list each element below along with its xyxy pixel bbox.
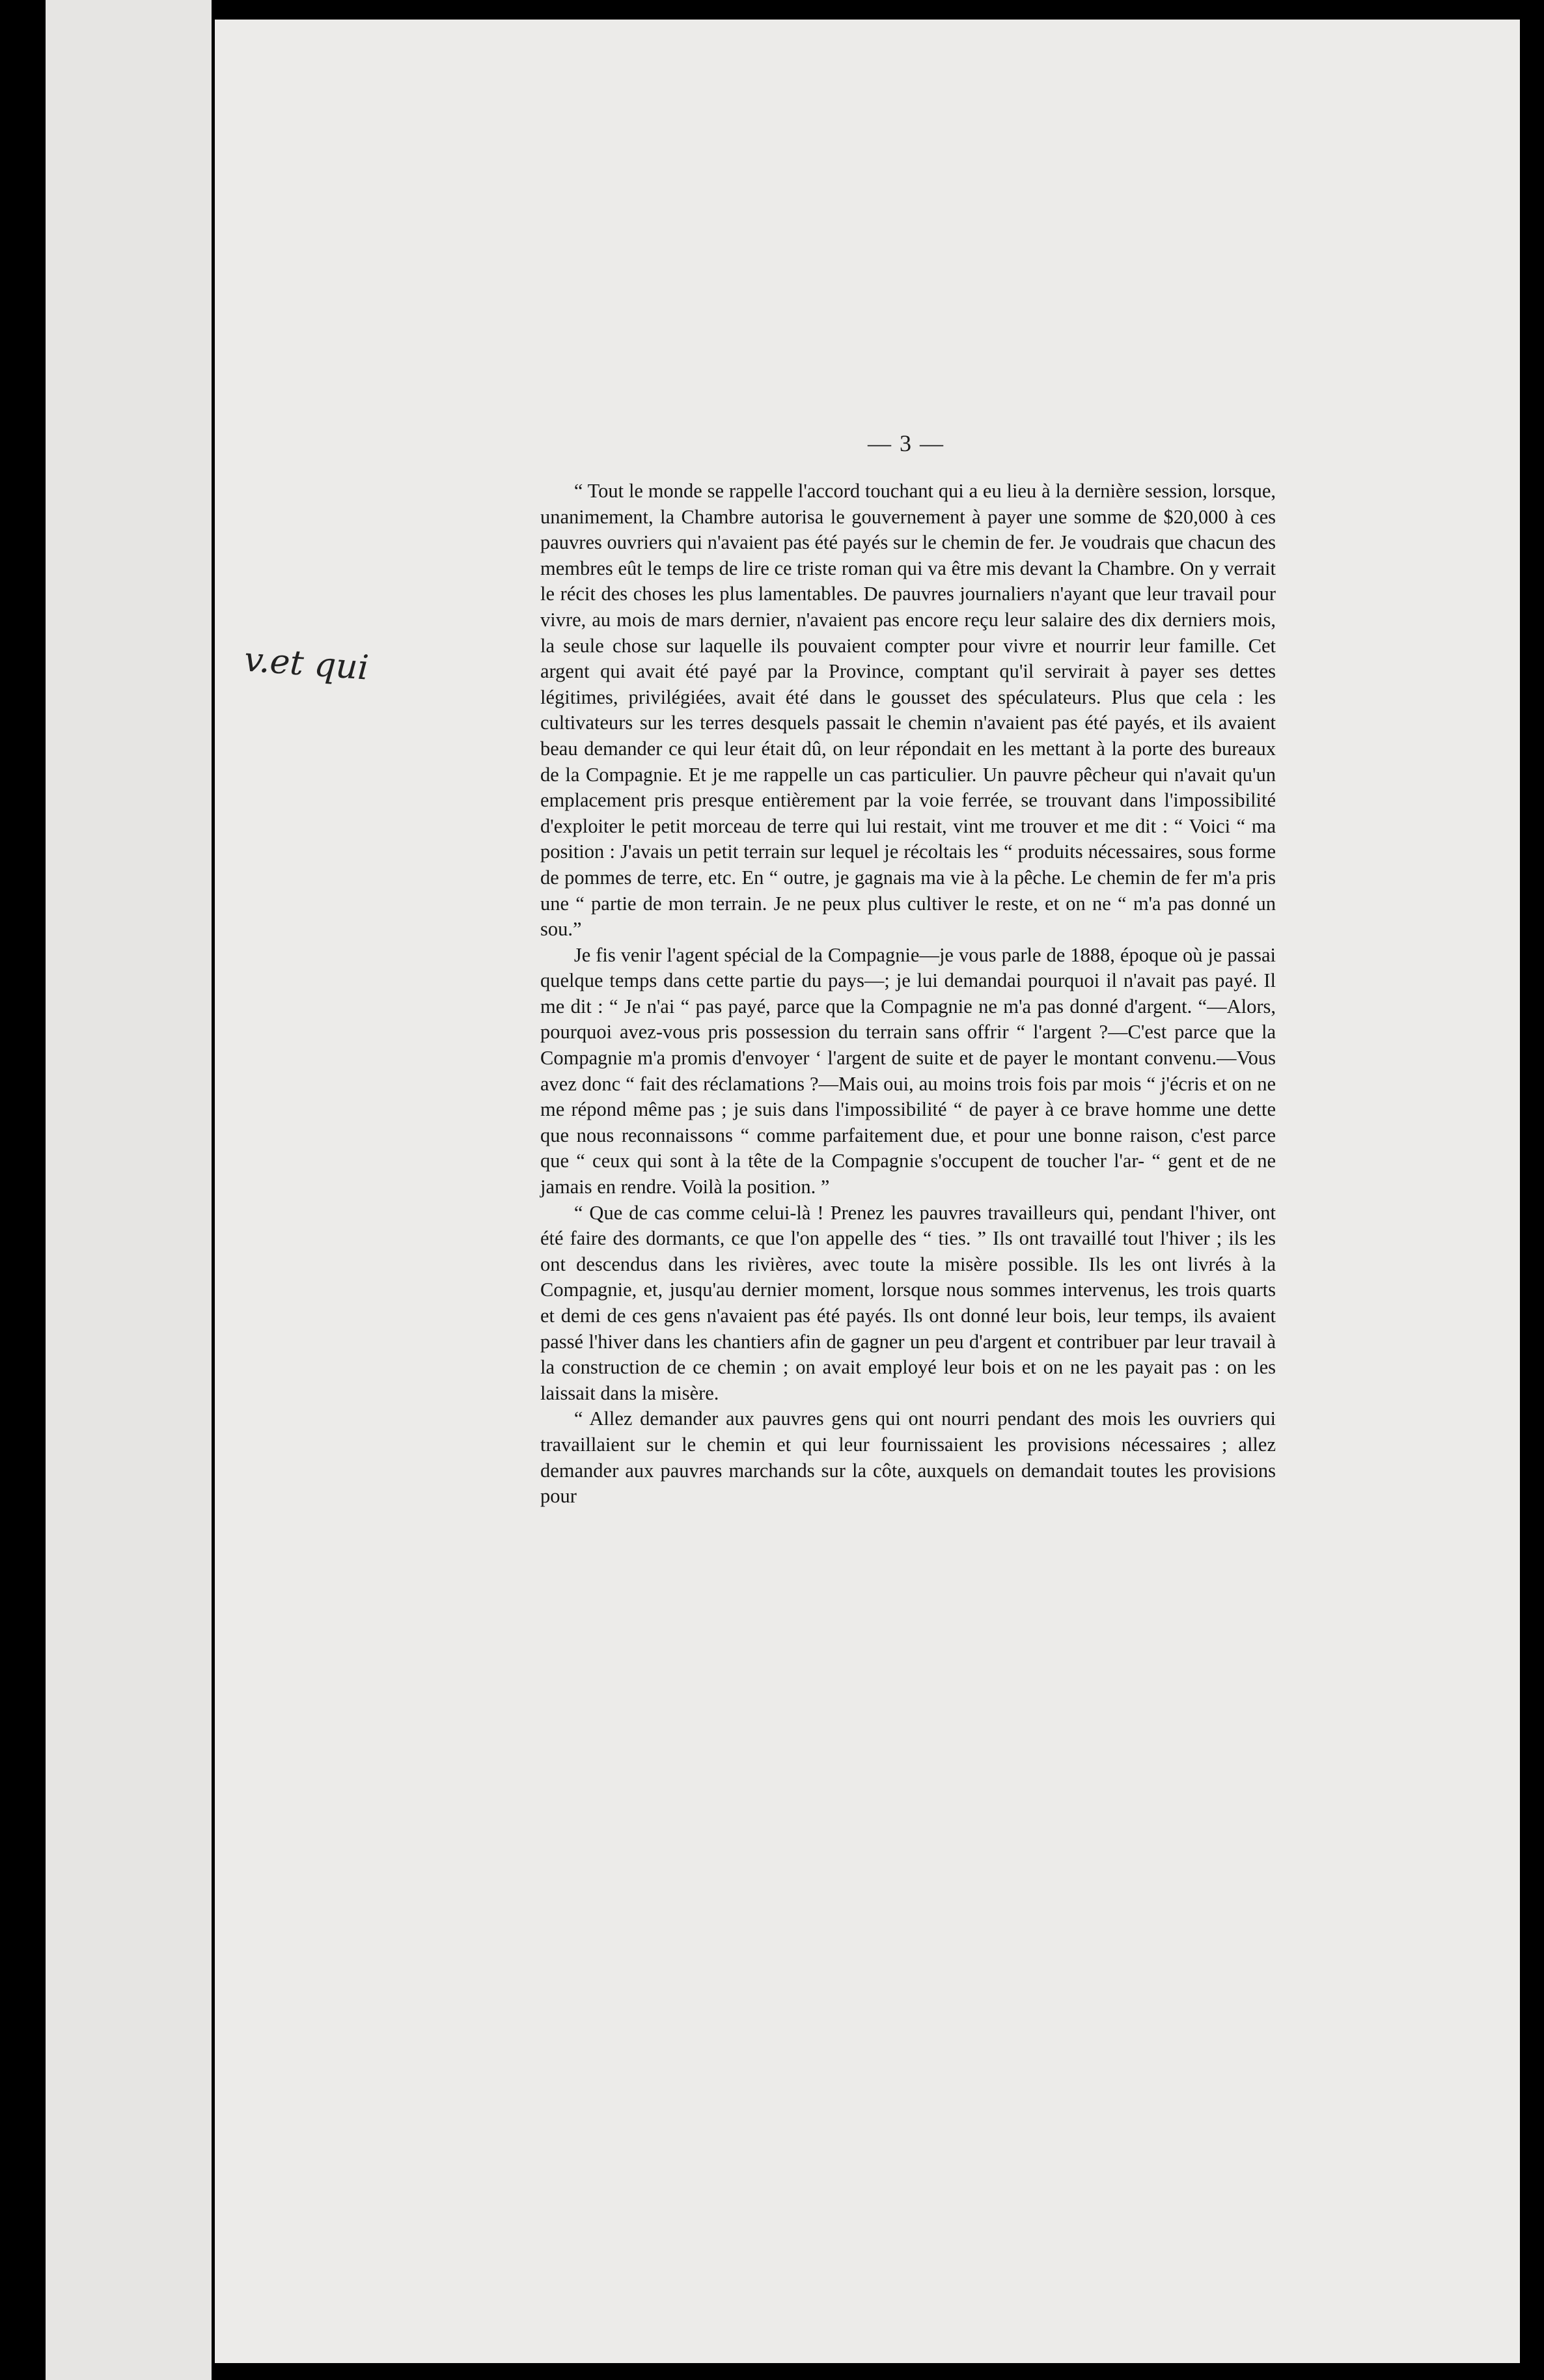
adjacent-page-sliver — [46, 0, 212, 2380]
paragraph: “ Tout le monde se rappelle l'accord touchant qui a eu lieu à la dernière session, lorsque, unanimement, la Chambre autorisa le gouvernement à payer une somme de $20,000 à ces pauvres ouvriers qui n'avaient pas été payés sur le chemin de fer. Je voudrais que chacun des membres eût le temps de lire ce triste roman qui va être mis devant la Chambre. On y verrait le récit des choses les plus lamentables. De pauvres journaliers n'ayant que leur travail pour vivre, au mois de mars dernier, n'avaient pas encore reçu leur salaire des dix derniers mois, la seule chose sur laquelle ils pouvaient compter pour vivre et nourrir leur famille. Cet argent qui avait été payé par la Province, comptant qu'il servirait à payer ses dettes légitimes, privilégiées, avait été dans le gousset des spéculateurs. Plus que cela : les cultivateurs sur les terres desquels passait le chemin n'avaient pas été payés, et ils avaient beau demander ce qui leur était dû, on leur répondait en les mettant à la porte des bureaux de la Compagnie. Et je me rappelle un cas particulier. Un pauvre pêcheur qui n'avait qu'un emplacement pris presque entièrement par la voie ferrée, se trouvant dans l'impossibilité d'exploiter le petit morceau de terre qui lui restait, vint me trouver et me dit : “ Voici “ ma position : J'avais un petit terrain sur lequel je récoltais les “ produits nécessaires, sous forme de pommes de terre, etc. En “ outre, je gagnais ma vie à la pêche. Le chemin de fer m'a pris une “ partie de mon terrain. Je ne peux plus cultiver le reste, et on ne “ m'a pas donné un sou.” — [540, 480, 1276, 941]
adjacent-page-edge — [0, 0, 215, 2380]
paragraph: “ Que de cas comme celui-là ! Prenez les pauvres travailleurs qui, pendant l'hiver, ont été faire des dormants, ce que l'on appelle des “ ties. ” Ils ont travaillé tout l'hiver ; ils les ont descendus dans les rivières, avec toute la misère possible. Ils les ont livrés à la Compagnie, et, jusqu'au dernier moment, lorsque nous sommes intervenus, les trois quarts et demi de ces gens n'avaient pas été payés. Ils ont donné leur bois, leur temps, ils avaient passé l'hiver dans les chantiers afin de gagner un peu d'argent et contribuer par leur travail à la construction de ce chemin ; on avait employé leur bois et on ne les payait pas : on les laissait dans la misère. — [540, 1201, 1276, 1404]
paragraph: Je fis venir l'agent spécial de la Compagnie—je vous parle de 1888, époque où je passai quelque temps dans cette partie du pays—; je lui demandai pourquoi il n'avait pas payé. Il me dit : “ Je n'ai “ pas payé, parce que la Compagnie ne m'a pas donné d'argent. “—Alors, pourquoi avez-vous pris possession du terrain sans offrir “ l'argent ?—C'est parce que la Compagnie m'a promis d'envoyer ‘ l'argent de suite et de payer le montant convenu.—Vous avez donc “ fait des réclamations ?—Mais oui, au moins trois fois par mois “ j'écris et on ne me répond même pas ; je suis dans l'impossibilité “ de payer à ce brave homme une dette que nous reconnaissons “ comme parfaitement due, et pour une bonne raison, c'est parce que “ ceux qui sont à la tête de la Compagnie s'occupent de toucher l'ar- “ gent et de ne jamais en rendre. Voilà la position. ” — [540, 943, 1276, 1198]
page-number: — 3 — — [868, 430, 944, 456]
body-text — [540, 478, 1276, 1510]
paragraph: “ Allez demander aux pauvres gens qui ont nourri pendant des mois les ouvriers qui travaillaient sur le chemin et qui leur fournissaient les provisions nécessaires ; allez demander aux pauvres marchands sur la côte, auxquels on demandait toutes les provisions pour — [540, 1407, 1276, 1508]
handwritten-margin-note: v.et qui — [243, 640, 370, 688]
